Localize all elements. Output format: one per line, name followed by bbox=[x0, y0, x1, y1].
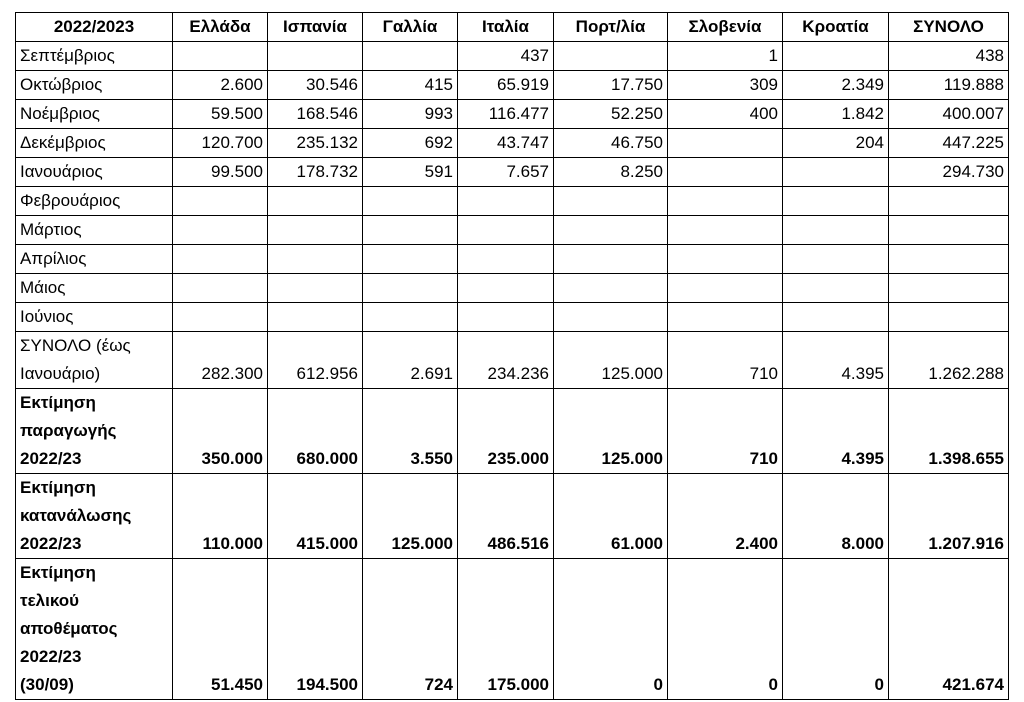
table-cell: 51.450 bbox=[173, 559, 268, 700]
header-cell: 2022/2023 bbox=[16, 13, 173, 42]
table-cell bbox=[554, 303, 668, 332]
table-cell bbox=[173, 216, 268, 245]
table-row bbox=[16, 216, 1009, 245]
table-cell bbox=[783, 187, 889, 216]
table-cell: 65.919 bbox=[458, 71, 554, 100]
table-cell: 447.225 bbox=[889, 129, 1009, 158]
table-cell bbox=[554, 274, 668, 303]
table-cell bbox=[173, 274, 268, 303]
table-cell: 17.750 bbox=[554, 71, 668, 100]
header-cell: Ελλάδα bbox=[173, 13, 268, 42]
table-row bbox=[16, 42, 1009, 71]
table-cell: 1.398.655 bbox=[889, 389, 1009, 474]
table-cell bbox=[268, 245, 363, 274]
row-label: Ιανουάριος bbox=[16, 158, 173, 187]
table-cell: 692 bbox=[363, 129, 458, 158]
table-cell bbox=[783, 274, 889, 303]
table-cell: 110.000 bbox=[173, 474, 268, 559]
table-cell bbox=[668, 274, 783, 303]
header-row bbox=[16, 13, 1009, 42]
table-row bbox=[16, 71, 1009, 100]
table-row bbox=[16, 129, 1009, 158]
table-cell bbox=[268, 42, 363, 71]
row-label: Δεκέμβριος bbox=[16, 129, 173, 158]
table-cell: 1.842 bbox=[783, 100, 889, 129]
table-cell: 421.674 bbox=[889, 559, 1009, 700]
header-cell: Σλοβενία bbox=[668, 13, 783, 42]
table-cell bbox=[783, 42, 889, 71]
header-cell: Πορτ/λία bbox=[554, 13, 668, 42]
table-cell bbox=[363, 216, 458, 245]
table-cell: 0 bbox=[668, 559, 783, 700]
table-row bbox=[16, 559, 1009, 700]
table-cell bbox=[458, 303, 554, 332]
table-cell: 178.732 bbox=[268, 158, 363, 187]
table-cell: 350.000 bbox=[173, 389, 268, 474]
row-label: Μάρτιος bbox=[16, 216, 173, 245]
table-cell: 61.000 bbox=[554, 474, 668, 559]
table-cell: 59.500 bbox=[173, 100, 268, 129]
table-cell bbox=[363, 42, 458, 71]
table-cell bbox=[889, 187, 1009, 216]
table-row bbox=[16, 187, 1009, 216]
table-cell bbox=[668, 129, 783, 158]
table-cell bbox=[173, 245, 268, 274]
table-cell bbox=[363, 303, 458, 332]
table-cell: 486.516 bbox=[458, 474, 554, 559]
table-cell bbox=[458, 187, 554, 216]
table-cell bbox=[363, 187, 458, 216]
table-cell: 43.747 bbox=[458, 129, 554, 158]
table-row bbox=[16, 158, 1009, 187]
header-cell: Ισπανία bbox=[268, 13, 363, 42]
table-cell bbox=[889, 274, 1009, 303]
row-label: Εκτίμηση κατανάλωσης 2022/23 bbox=[16, 474, 173, 559]
table-cell: 4.395 bbox=[783, 389, 889, 474]
table-cell: 415 bbox=[363, 71, 458, 100]
table-cell: 0 bbox=[554, 559, 668, 700]
table-cell: 1.262.288 bbox=[889, 332, 1009, 389]
table-cell: 125.000 bbox=[363, 474, 458, 559]
table-cell: 2.691 bbox=[363, 332, 458, 389]
table-cell: 710 bbox=[668, 332, 783, 389]
table-cell bbox=[668, 303, 783, 332]
table-cell bbox=[268, 216, 363, 245]
table-cell: 175.000 bbox=[458, 559, 554, 700]
row-label: ΣΥΝΟΛΟ (έως Ιανουάριο) bbox=[16, 332, 173, 389]
table-cell bbox=[668, 216, 783, 245]
table-cell: 119.888 bbox=[889, 71, 1009, 100]
table-cell: 282.300 bbox=[173, 332, 268, 389]
table-row bbox=[16, 100, 1009, 129]
table-row bbox=[16, 245, 1009, 274]
table-cell: 7.657 bbox=[458, 158, 554, 187]
table-cell: 4.395 bbox=[783, 332, 889, 389]
table-cell: 2.349 bbox=[783, 71, 889, 100]
table-cell: 8.000 bbox=[783, 474, 889, 559]
table-cell bbox=[668, 158, 783, 187]
table-cell: 204 bbox=[783, 129, 889, 158]
table-body bbox=[16, 42, 1009, 700]
table-cell: 52.250 bbox=[554, 100, 668, 129]
table-cell bbox=[783, 303, 889, 332]
row-label: Εκτίμηση τελικού αποθέματος 2022/23 (30/09) bbox=[16, 559, 173, 700]
header-cell: Ιταλία bbox=[458, 13, 554, 42]
row-label: Ιούνιος bbox=[16, 303, 173, 332]
table-cell bbox=[889, 303, 1009, 332]
header-cell: ΣΥΝΟΛΟ bbox=[889, 13, 1009, 42]
table-cell: 99.500 bbox=[173, 158, 268, 187]
table-cell: 30.546 bbox=[268, 71, 363, 100]
table-row bbox=[16, 332, 1009, 389]
row-label: Εκτίμηση παραγωγής 2022/23 bbox=[16, 389, 173, 474]
table-cell: 309 bbox=[668, 71, 783, 100]
table-cell: 125.000 bbox=[554, 332, 668, 389]
table-cell bbox=[783, 216, 889, 245]
table-cell: 438 bbox=[889, 42, 1009, 71]
table-cell: 993 bbox=[363, 100, 458, 129]
table-cell: 591 bbox=[363, 158, 458, 187]
table-cell bbox=[554, 245, 668, 274]
header-cell: Γαλλία bbox=[363, 13, 458, 42]
table-cell: 724 bbox=[363, 559, 458, 700]
data-table bbox=[15, 12, 1009, 700]
table-cell bbox=[783, 245, 889, 274]
table-cell bbox=[783, 158, 889, 187]
table-cell: 125.000 bbox=[554, 389, 668, 474]
table-cell bbox=[173, 187, 268, 216]
table-cell: 2.600 bbox=[173, 71, 268, 100]
row-label: Απρίλιος bbox=[16, 245, 173, 274]
table-cell: 235.000 bbox=[458, 389, 554, 474]
table-cell bbox=[173, 303, 268, 332]
table-cell bbox=[668, 187, 783, 216]
table-row bbox=[16, 274, 1009, 303]
table-cell: 234.236 bbox=[458, 332, 554, 389]
table-row bbox=[16, 303, 1009, 332]
table-cell: 168.546 bbox=[268, 100, 363, 129]
table-cell: 46.750 bbox=[554, 129, 668, 158]
table-cell: 710 bbox=[668, 389, 783, 474]
table-cell bbox=[889, 245, 1009, 274]
table-cell: 612.956 bbox=[268, 332, 363, 389]
table-cell bbox=[268, 187, 363, 216]
table-cell: 2.400 bbox=[668, 474, 783, 559]
table-cell bbox=[554, 187, 668, 216]
row-label: Νοέμβριος bbox=[16, 100, 173, 129]
table-cell: 8.250 bbox=[554, 158, 668, 187]
table-cell bbox=[363, 245, 458, 274]
header-cell: Κροατία bbox=[783, 13, 889, 42]
table-cell: 415.000 bbox=[268, 474, 363, 559]
table-cell bbox=[458, 245, 554, 274]
row-label: Οκτώβριος bbox=[16, 71, 173, 100]
table-cell: 437 bbox=[458, 42, 554, 71]
table-cell bbox=[268, 274, 363, 303]
table-cell bbox=[458, 216, 554, 245]
table-cell: 235.132 bbox=[268, 129, 363, 158]
table-cell: 116.477 bbox=[458, 100, 554, 129]
table-cell bbox=[363, 274, 458, 303]
table-cell bbox=[668, 245, 783, 274]
table-cell bbox=[173, 42, 268, 71]
table-cell bbox=[268, 303, 363, 332]
row-label: Σεπτέμβριος bbox=[16, 42, 173, 71]
table-cell: 680.000 bbox=[268, 389, 363, 474]
table-cell bbox=[554, 42, 668, 71]
table-cell: 3.550 bbox=[363, 389, 458, 474]
table-cell bbox=[889, 216, 1009, 245]
table-cell: 194.500 bbox=[268, 559, 363, 700]
table-cell: 400 bbox=[668, 100, 783, 129]
row-label: Φεβρουάριος bbox=[16, 187, 173, 216]
table-cell: 1 bbox=[668, 42, 783, 71]
table-cell bbox=[458, 274, 554, 303]
table-cell: 120.700 bbox=[173, 129, 268, 158]
table-cell: 0 bbox=[783, 559, 889, 700]
table-cell bbox=[554, 216, 668, 245]
table-cell: 294.730 bbox=[889, 158, 1009, 187]
row-label: Μάιος bbox=[16, 274, 173, 303]
table-row bbox=[16, 389, 1009, 474]
table-cell: 1.207.916 bbox=[889, 474, 1009, 559]
table-cell: 400.007 bbox=[889, 100, 1009, 129]
table-row bbox=[16, 474, 1009, 559]
